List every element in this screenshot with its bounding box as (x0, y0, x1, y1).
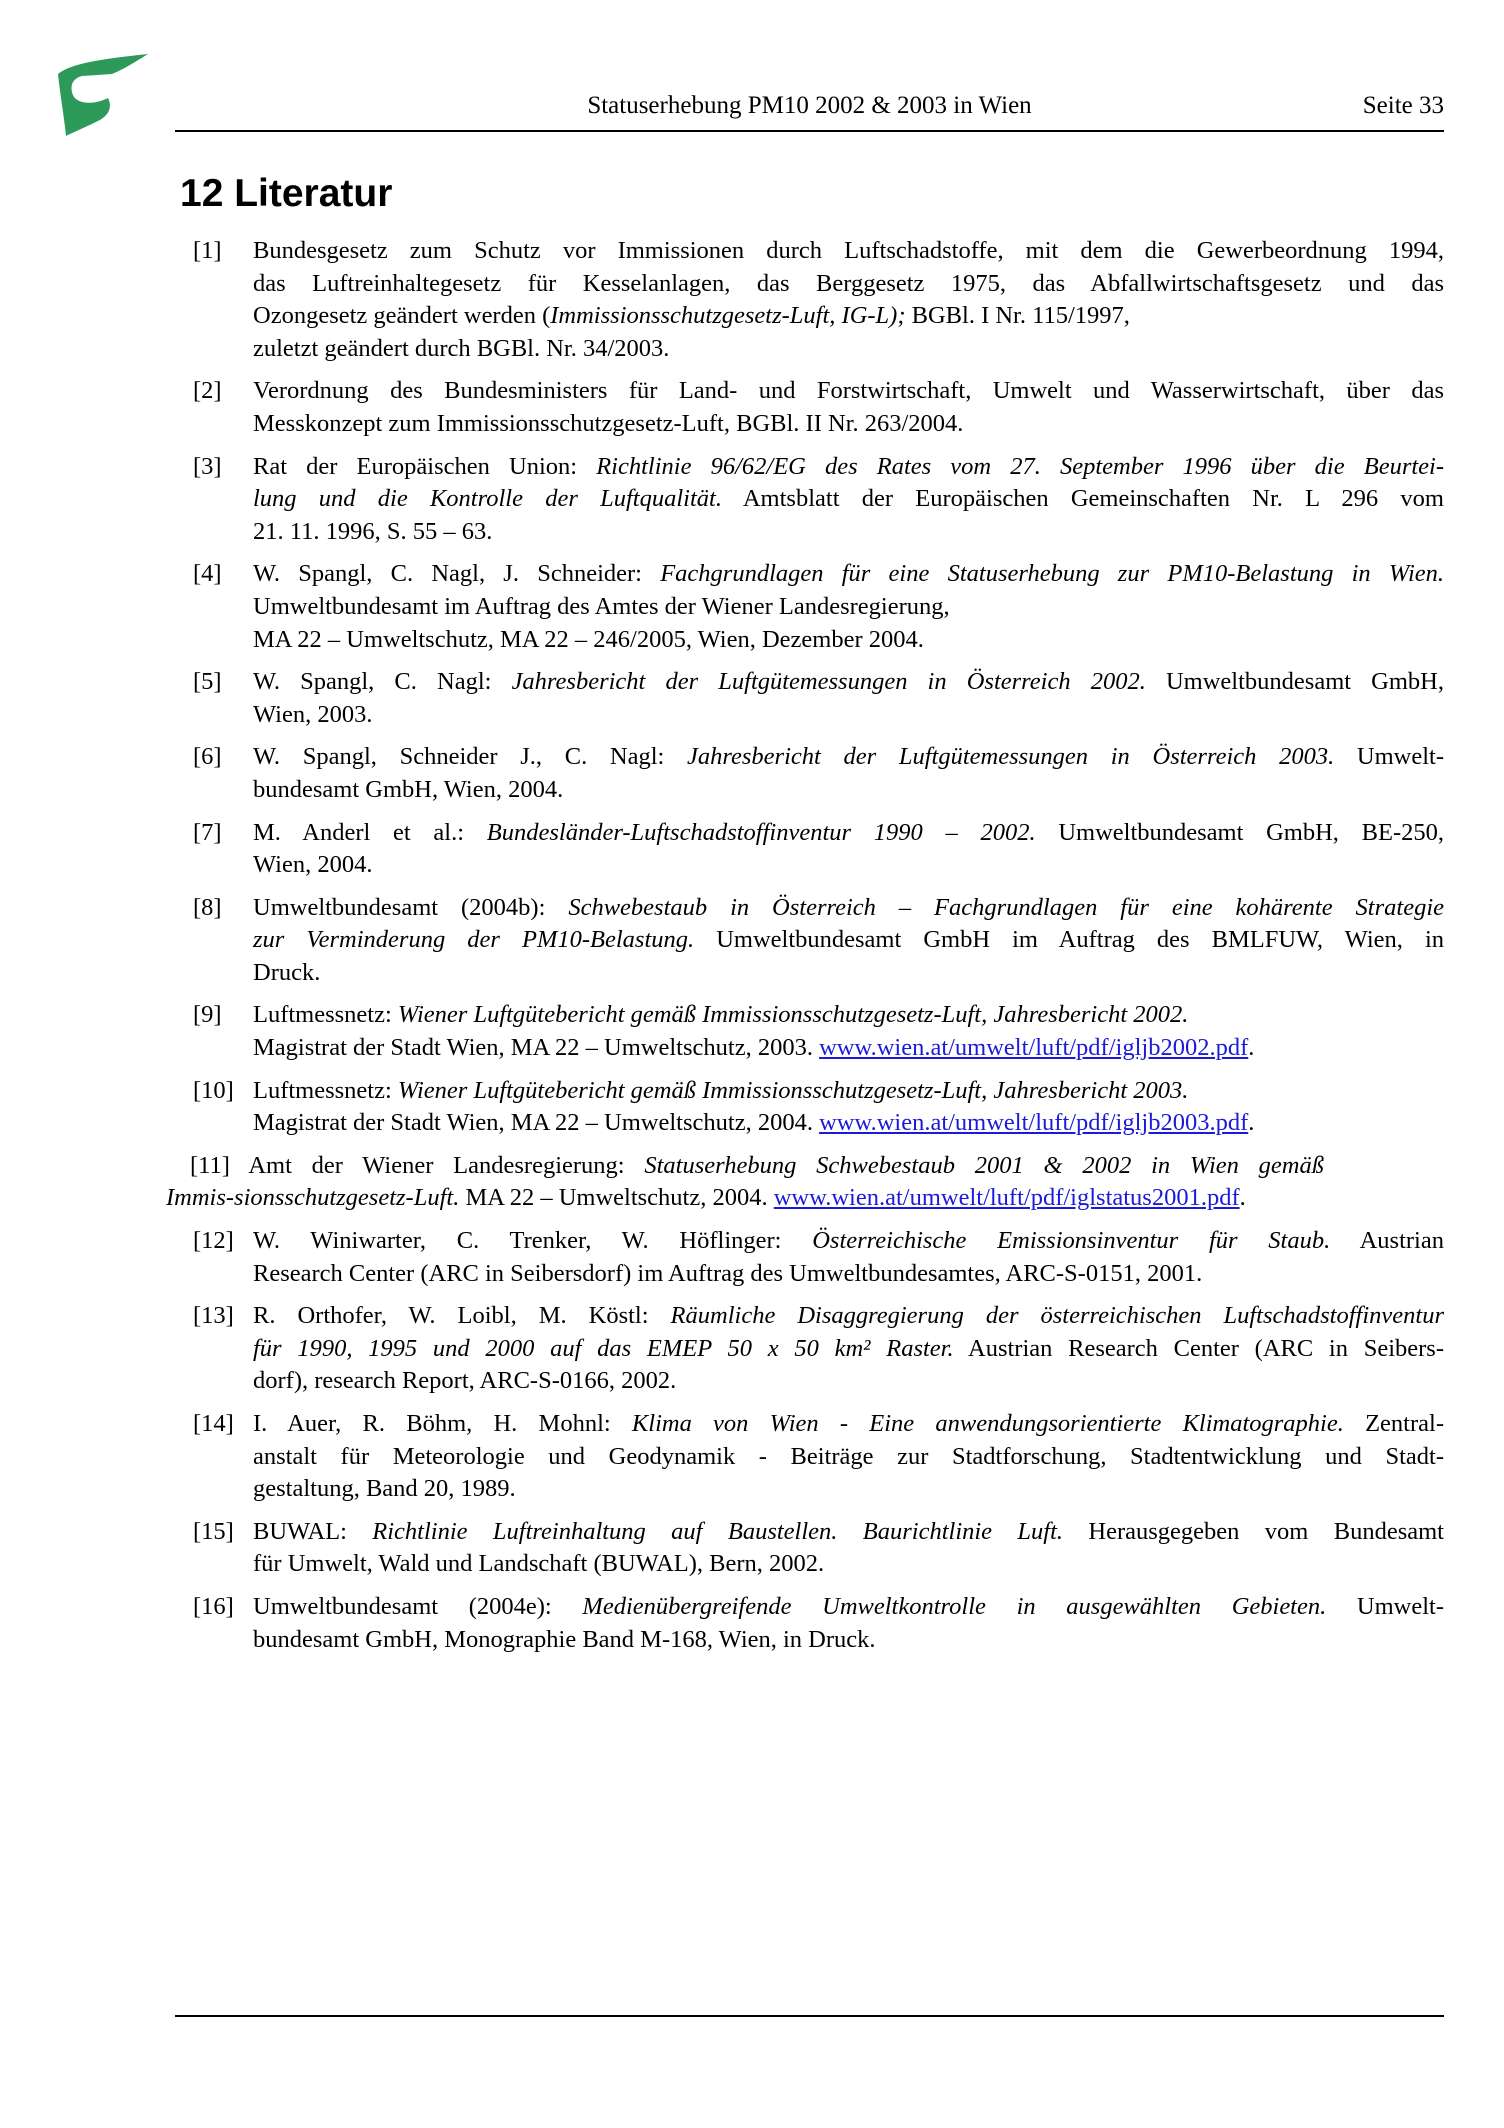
reference-item: [12] W. Winiwarter, C. Trenker, W. Höflinger: Österreichische Emissionsinventur für Staub. Austrian Research Center (ARC in Seibersdorf) im Auftrag des Umweltbundesamtes, ARC-S-0151, 2001. (193, 1227, 1444, 1287)
reference-link[interactable]: www.wien.at/umwelt/luft/pdf/igljb2002.pdf (819, 1034, 1249, 1062)
page-number: Seite 33 (1362, 92, 1444, 119)
reference-number: [11] (190, 1151, 230, 1179)
reference-number: [3] (193, 452, 222, 480)
reference-number: [10] (193, 1076, 234, 1104)
reference-number: [4] (193, 560, 222, 588)
reference-item: [9] Luftmessnetz: Wiener Luftgütebericht gemäß Immissionsschutzgesetz-Luft, Jahresbericht 2002. Magistrat der Stadt Wien, MA 22 – Umweltschutz, 2003. www.wien.at/umwelt/luft/pdf/igljb2002.pdf. (193, 1001, 1255, 1062)
reference-item: [14] I. Auer, R. Böhm, H. Mohnl: Klima von Wien - Eine anwendungsorientierte Klimatographie. Zentral- anstalt für Meteorologie und Geodynamik - Beiträge zur Stadtforschung, Stadtentwicklung und Stadt- gestaltung, Band 20, 1989. (193, 1410, 1444, 1503)
reference-number: [14] (193, 1410, 234, 1437)
reference-number: [5] (193, 668, 222, 696)
reference-number: [12] (193, 1227, 234, 1255)
reference-item: [8] Umweltbundesamt (2004b): Schwebestaub in Österreich – Fachgrundlagen für eine kohärente Strategie zur Verminderung der PM10-Belastung. Umweltbundesamt GmbH im Auftrag des BMLFUW, Wien, in Druck. (193, 893, 1444, 986)
footer-divider (175, 2015, 1444, 2017)
reference-number: [6] (193, 743, 222, 771)
section-title: 12 Literatur (180, 172, 393, 215)
reference-list (166, 235, 1445, 1666)
reference-item: [7] M. Anderl et al.: Bundesländer-Luftschadstoffinventur 1990 – 2002. Umweltbundesamt GmbH, BE-250, Wien, 2004. (193, 818, 1444, 879)
reference-item: [2] Verordnung des Bundesministers für Land- und Forstwirtschaft, Umwelt und Wasserwirtschaft, über das Messkonzept zum Immissionsschutzgesetz-Luft, BGBl. II Nr. 263/2004. (193, 377, 1444, 437)
reference-item: [1] Bundesgesetz zum Schutz vor Immissionen durch Luftschadstoffe, mit dem die Gewerbeordnung 1994, das Luftreinhaltegesetz für Kesselanlagen, das Berggesetz 1975, das Abfallwirtschaftsgesetz und das Ozongesetz geändert werden (Immissionsschutzgesetz-Luft, IG-L); BGBl. I Nr. 115/1997, zuletzt geändert durch BGBl. Nr. 34/2003. (193, 237, 1444, 362)
reference-number: [15] (193, 1517, 234, 1545)
header-title: Statuserhebung PM10 2002 & 2003 in Wien (587, 92, 1032, 119)
reference-item: [5] W. Spangl, C. Nagl: Jahresbericht der Luftgütemessungen in Österreich 2002. Umweltbundesamt GmbH, Wien, 2003. (193, 668, 1444, 728)
reference-number: [9] (193, 1001, 222, 1029)
reference-number: [16] (193, 1592, 234, 1620)
reference-item: [4] W. Spangl, C. Nagl, J. Schneider: Fachgrundlagen für eine Statuserhebung zur PM10-Belastung in Wien. Umweltbundesamt im Auftrag des Amtes der Wiener Landesregierung, MA 22 – Umweltschutz, MA 22 – 246/2005, Wien, Dezember 2004. (193, 560, 1445, 653)
page-header (175, 90, 1444, 132)
reference-link[interactable]: www.wien.at/umwelt/luft/pdf/igljb2003.pdf (819, 1109, 1249, 1137)
reference-item: [10] Luftmessnetz: Wiener Luftgütebericht gemäß Immissionsschutzgesetz-Luft, Jahresbericht 2003. Magistrat der Stadt Wien, MA 22 – Umweltschutz, 2004. www.wien.at/umwelt/luft/pdf/igljb2003.pdf. (193, 1076, 1255, 1137)
reference-item: [15] BUWAL: Richtlinie Luftreinhaltung auf Baustellen. Baurichtlinie Luft. Herausgegeben vom Bundesamt für Umwelt, Wald und Landschaft (BUWAL), Bern, 2002. (193, 1517, 1444, 1578)
reference-number: [2] (193, 377, 222, 405)
reference-item: [16] Umweltbundesamt (2004e): Medienübergreifende Umweltkontrolle in ausgewählten Gebieten. Umwelt- bundesamt GmbH, Monographie Band M-168, Wien, in Druck. (193, 1592, 1445, 1653)
reference-item: [11] Amt der Wiener Landesregierung: Statuserhebung Schwebestaub 2001 & 2002 in Wien gemäß Immis-sionsschutzgesetz-Luft. MA 22 – Umweltschutz, 2004. www.wien.at/umwelt/luft/pdf/iglstatus2001.pdf. (166, 1151, 1324, 1212)
reference-number: [8] (193, 893, 222, 921)
umweltbundesamt-logo-icon (52, 52, 152, 138)
reference-item: [13] R. Orthofer, W. Loibl, M. Köstl: Räumliche Disaggregierung der österreichischen Luftschadstoffinventur für 1990, 1995 und 2000 auf das EMEP 50 x 50 km² Raster. Austrian Research Center (ARC in Seibers- dorf), research Report, ARC-S-0166, 2002. (193, 1302, 1445, 1395)
reference-number: [7] (193, 818, 222, 846)
reference-link[interactable]: www.wien.at/umwelt/luft/pdf/iglstatus2001.pdf (773, 1184, 1240, 1212)
reference-item: [3] Rat der Europäischen Union: Richtlinie 96/62/EG des Rates vom 27. September 1996 über die Beurtei- lung und die Kontrolle der Luftqualität. Amtsblatt der Europäischen Gemeinschaften Nr. L 296 vom 21. 11. 1996, S. 55 – 63. (193, 452, 1445, 545)
reference-item: [6] W. Spangl, Schneider J., C. Nagl: Jahresbericht der Luftgütemessungen in Österreich 2003. Umwelt- bundesamt GmbH, Wien, 2004. (193, 743, 1445, 803)
reference-number: [1] (193, 237, 222, 264)
reference-number: [13] (193, 1302, 234, 1330)
